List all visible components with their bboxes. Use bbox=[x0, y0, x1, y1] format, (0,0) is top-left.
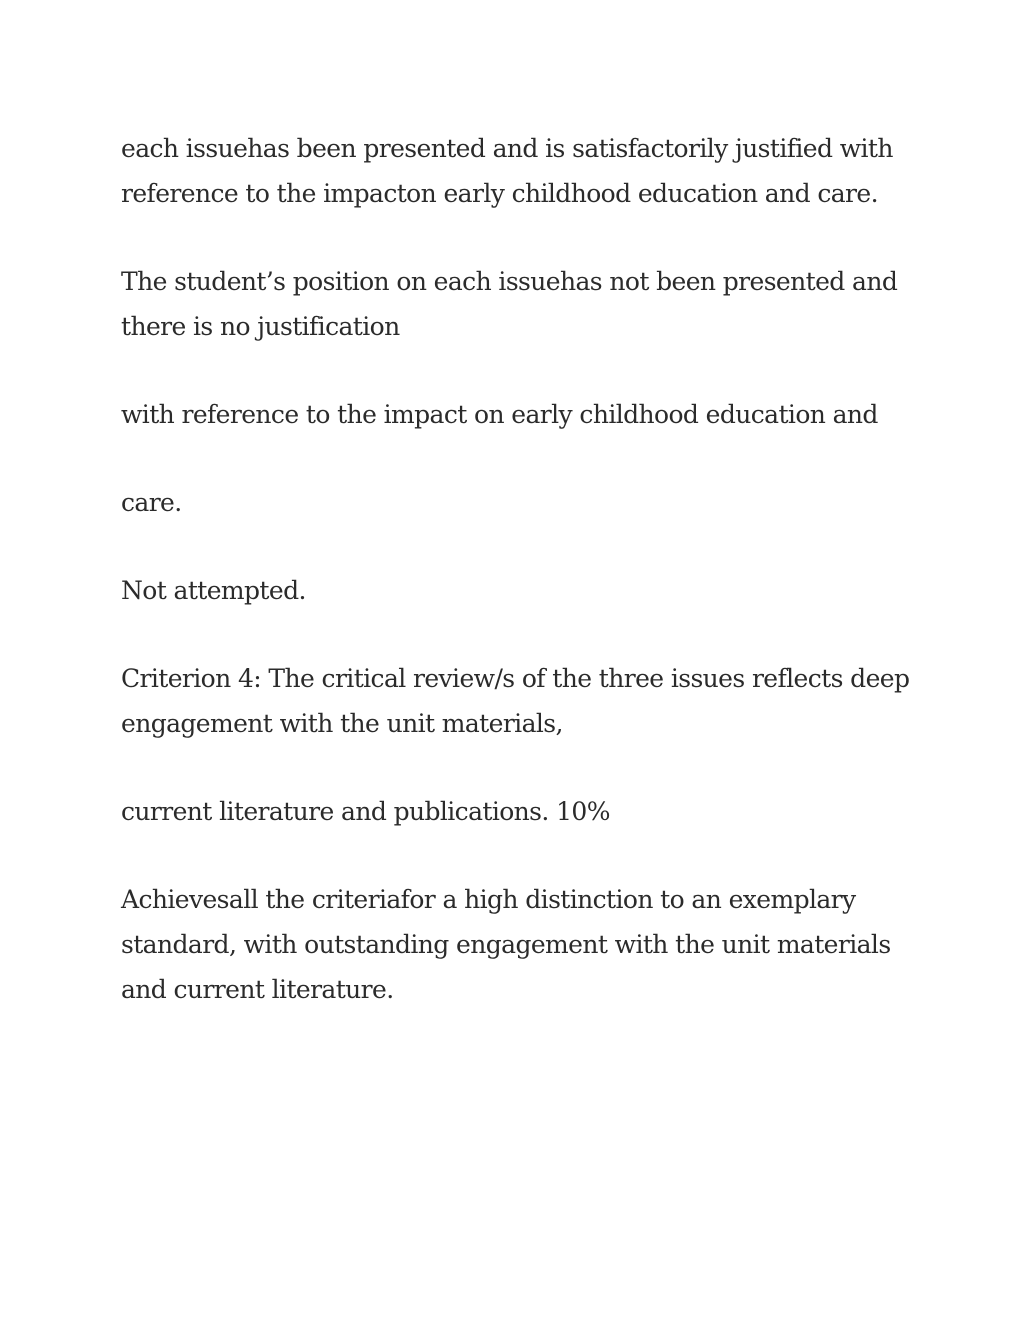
paragraph-not-attempted: Not attempted. bbox=[121, 576, 306, 605]
paragraph-high-distinction: Achievesall the criteriafor a high distinction to an exemplary standard, with outstanding engagement with the unit materials and current literature. bbox=[121, 885, 891, 1004]
paragraph-literature-weight: current literature and publications. 10% bbox=[121, 797, 610, 826]
paragraph-care: care. bbox=[121, 488, 182, 517]
paragraph-impact-reference: with reference to the impact on early childhood education and bbox=[121, 400, 878, 429]
paragraph-criterion-4: Criterion 4: The critical review/s of the three issues reflects deep engagement with the unit materials, bbox=[121, 664, 910, 738]
paragraph-justified-satisfactorily: each issuehas been presented and is satisfactorily justified with reference to the impacton early childhood education and care. bbox=[121, 134, 893, 208]
document-page bbox=[121, 126, 911, 1055]
paragraph-position-not-presented: The student’s position on each issuehas not been presented and there is no justification bbox=[121, 267, 898, 341]
